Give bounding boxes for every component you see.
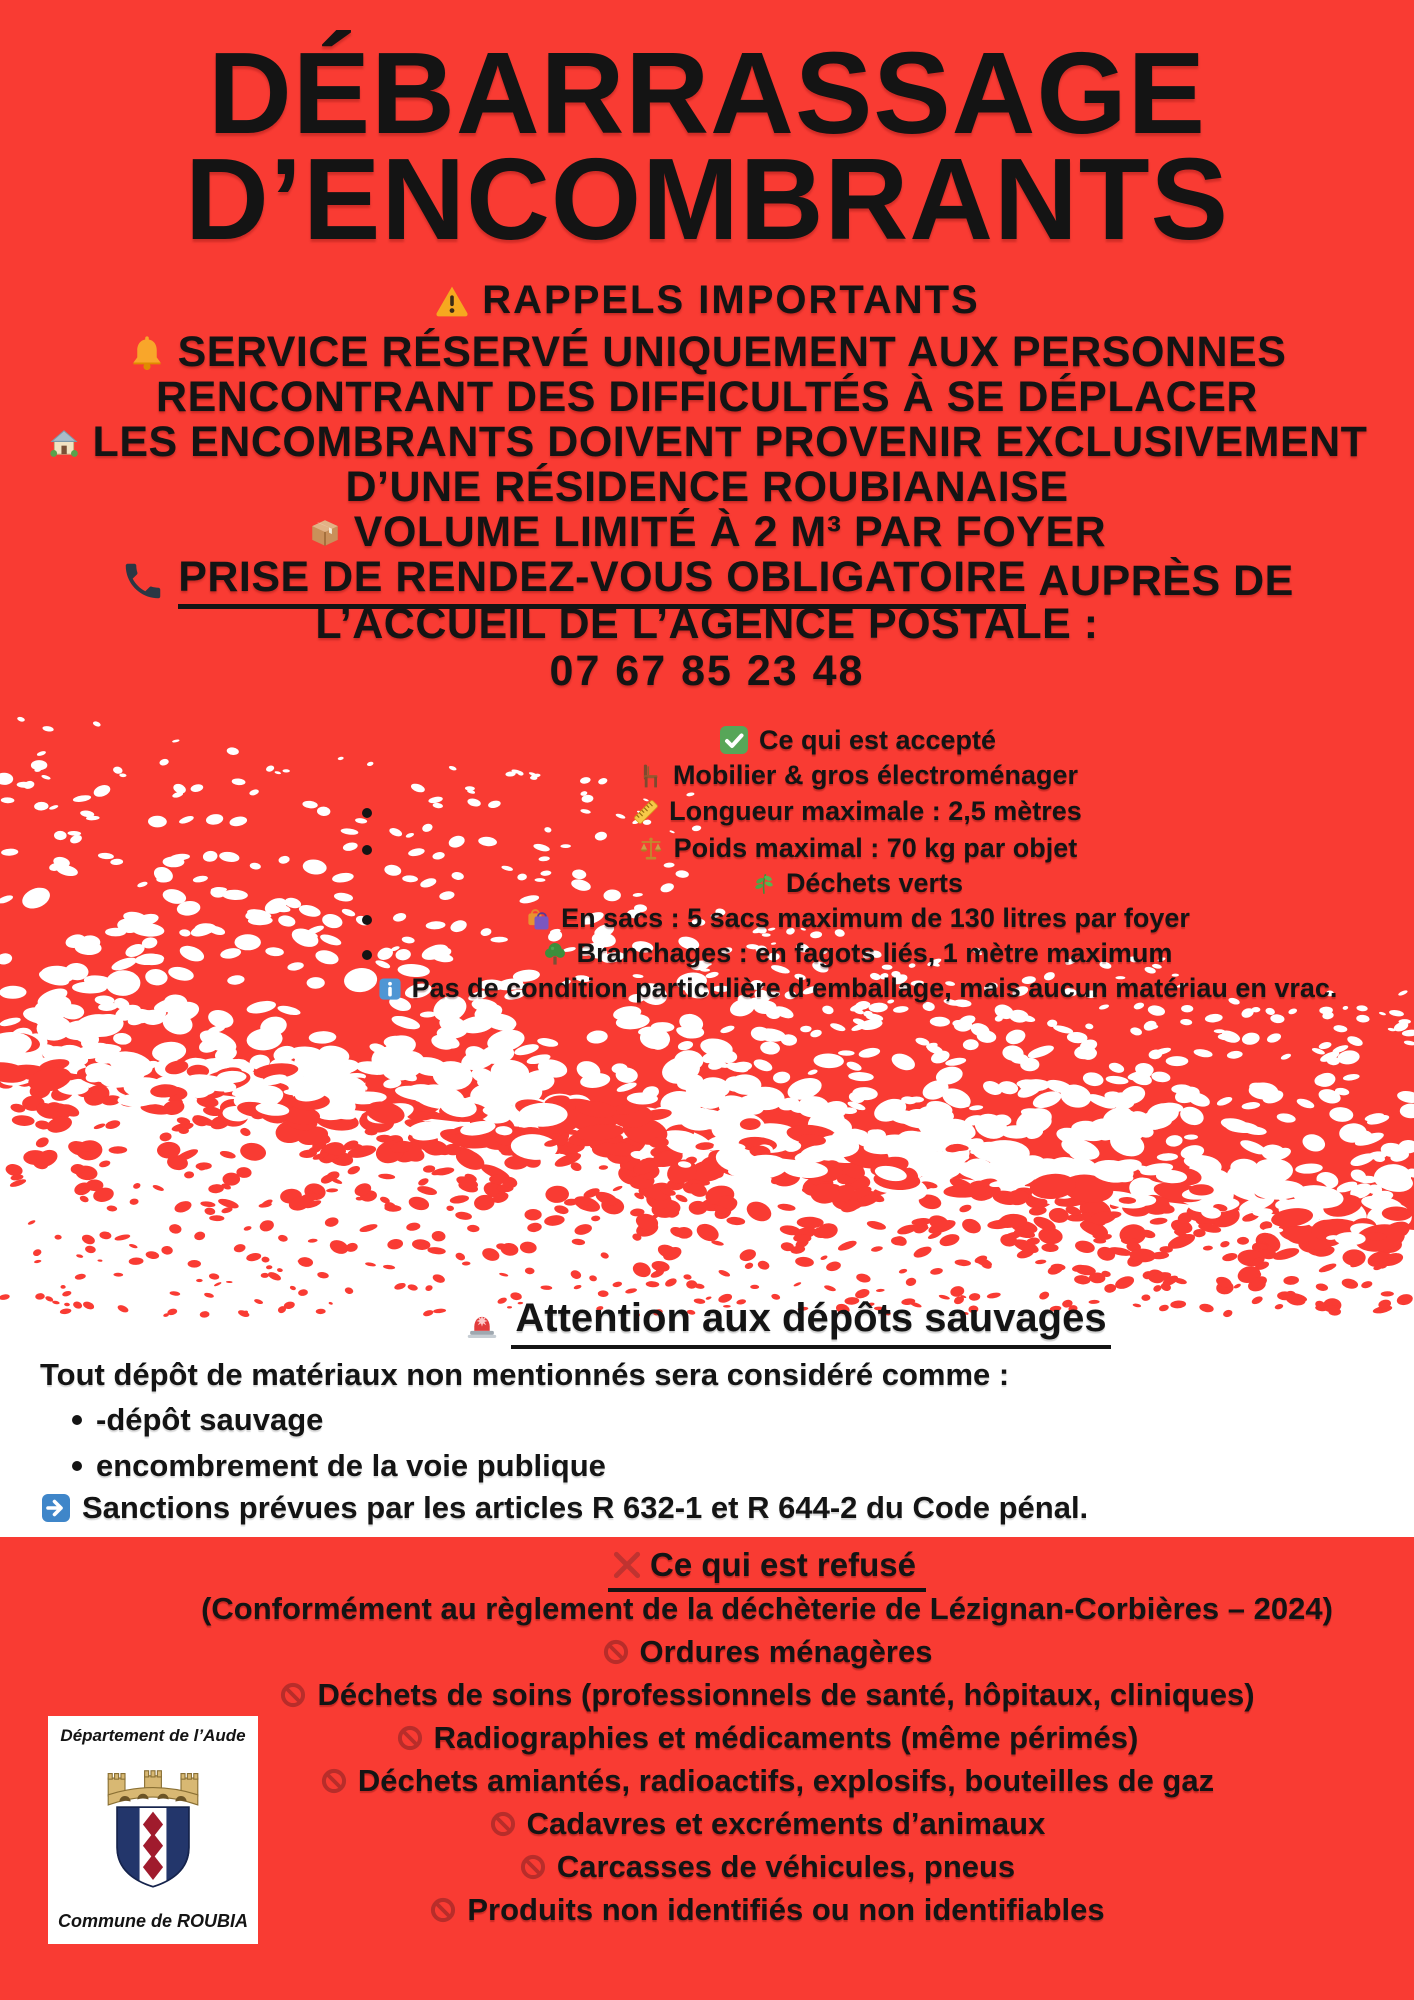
check-icon [718, 724, 750, 756]
refused-item-label: Cadavres et excréments d’animaux [526, 1806, 1046, 1841]
accepted-item-label: Mobilier & gros électroménager [672, 760, 1079, 790]
package-icon [308, 516, 342, 550]
bullet-dot [72, 1461, 82, 1471]
sanctions-label: Sanctions prévues par les articles R 632-1 et R 644-2 du Code pénal. [82, 1490, 1089, 1525]
illegal-dumping-intro: Tout dépôt de matériaux non mentionnés sera considéré comme : [40, 1357, 1010, 1392]
service-line-1-label: SERVICE RÉSERVÉ UNIQUEMENT AUX PERSONNES [177, 328, 1287, 376]
service-line-2 [0, 373, 1414, 422]
illegal-dumping-heading [160, 1296, 1414, 1349]
bell-icon [128, 334, 166, 372]
accepted-item-label: En sacs : 5 sacs maximum de 130 litres par foyer [561, 903, 1190, 933]
bullet-dot [362, 808, 372, 818]
refused-item [120, 1677, 1414, 1713]
house-icon [47, 426, 81, 460]
provenance-line-2 [0, 463, 1414, 512]
refused-item [120, 1763, 1414, 1799]
provenance-line-1-label: LES ENCOMBRANTS DOIVENT PROVENIR EXCLUSIVEMENT [92, 418, 1368, 466]
refused-item [120, 1720, 1414, 1756]
refused-item-label: Déchets de soins (professionnels de santé, hôpitaux, cliniques) [317, 1677, 1255, 1712]
phone-number-label: 07 67 85 23 48 [549, 647, 865, 695]
phone-icon [120, 558, 166, 604]
appointment-underlined-label: PRISE DE RENDEZ-VOUS OBLIGATOIRE [178, 553, 1026, 609]
commune-seal [48, 1716, 258, 1944]
volume-line [0, 508, 1414, 557]
refused-item-label: Radiographies et médicaments (même périmés) [433, 1720, 1139, 1755]
title-line-2: D’ENCOMBRANTS [184, 134, 1230, 264]
rappels-heading-label: RAPPELS IMPORTANTS [482, 278, 980, 322]
accepted-item-length [300, 796, 1414, 827]
illegal-dumping-bullet-label: encombrement de la voie publique [96, 1448, 606, 1483]
service-line-1 [0, 328, 1414, 377]
accepted-item-label: Poids maximal : 70 kg par objet [673, 833, 1078, 863]
refused-item-label: Déchets amiantés, radioactifs, explosifs, bouteilles de gaz [357, 1763, 1215, 1798]
accepted-item-weight [300, 833, 1414, 864]
seal-commune-label: Commune de ROUBIA [57, 1911, 248, 1931]
refused-subheading-label: (Conformément au règlement de la déchèterie de Lézignan-Corbières – 2024) [201, 1591, 1333, 1626]
sanctions-line [40, 1490, 1088, 1526]
appointment-line-2 [0, 600, 1414, 649]
bullet-dot [362, 950, 372, 960]
bullet-dot [72, 1415, 82, 1425]
provenance-line-1 [0, 418, 1414, 467]
accepted-item-green-waste [300, 868, 1414, 899]
prohibited-icon [320, 1767, 348, 1795]
accepted-item-packaging [300, 973, 1414, 1004]
accepted-item-label: Déchets verts [785, 868, 964, 898]
accepted-heading [300, 724, 1414, 756]
ruler-icon [632, 798, 660, 826]
refused-item-label: Carcasses de véhicules, pneus [556, 1849, 1016, 1884]
bullet-dot [362, 915, 372, 925]
prohibited-icon [519, 1853, 547, 1881]
seal-department-label: Département de l’Aude [60, 1726, 246, 1745]
accepted-heading-label: Ce qui est accepté [758, 724, 997, 755]
accepted-item-label: Pas de condition particulière d’emballage, mais aucun matériau en vrac. [411, 973, 1338, 1003]
accepted-item-branches [300, 938, 1414, 969]
illegal-dumping-bullet-1 [72, 1402, 323, 1438]
scales-icon [637, 835, 665, 863]
appointment-rest-label: AUPRÈS DE [1038, 556, 1294, 605]
chair-icon [636, 762, 664, 790]
title-line-1: DÉBARRASSAGE [207, 28, 1207, 158]
refused-item-label: Ordures ménagères [639, 1634, 933, 1669]
page-title [0, 28, 1414, 264]
refused-item-label: Produits non identifiés ou non identifiables [467, 1892, 1105, 1927]
prohibited-icon [489, 1810, 517, 1838]
refused-item [120, 1806, 1414, 1842]
warning-icon [434, 283, 470, 319]
illegal-dumping-bullet-2 [72, 1448, 606, 1484]
bullet-dot [362, 845, 372, 855]
provenance-line-2-label: D’UNE RÉSIDENCE ROUBIANAISE [345, 463, 1069, 511]
herb-icon [751, 871, 777, 897]
coat-of-arms-icon [97, 1763, 209, 1895]
siren-icon [463, 1304, 501, 1342]
prohibited-icon [279, 1681, 307, 1709]
phone-number [0, 647, 1414, 696]
accepted-item-furniture [300, 760, 1414, 791]
info-icon [377, 976, 403, 1002]
appointment-line-2-label: L’ACCUEIL DE L’AGENCE POSTALE : [315, 600, 1099, 648]
accepted-item-label: Longueur maximale : 2,5 mètres [669, 796, 1082, 826]
volume-line-label: VOLUME LIMITÉ À 2 M³ PAR FOYER [353, 508, 1107, 556]
prohibited-icon [429, 1896, 457, 1924]
tree-icon [542, 941, 568, 967]
refused-heading-label: Ce qui est refusé [650, 1546, 916, 1583]
cross-icon [610, 1548, 644, 1582]
prohibited-icon [602, 1638, 630, 1666]
rappels-heading [0, 278, 1414, 323]
prohibited-icon [396, 1724, 424, 1752]
refused-item [120, 1634, 1414, 1670]
accepted-item-label: Branchages : en fagots liés, 1 mètre maximum [576, 938, 1173, 968]
illegal-dumping-heading-label: Attention aux dépôts sauvages [511, 1296, 1110, 1349]
illegal-dumping-bullet-label: -dépôt sauvage [96, 1402, 324, 1437]
shopping-bags-icon [524, 905, 552, 933]
refused-item [120, 1849, 1414, 1885]
refused-heading [120, 1546, 1414, 1592]
arrow-right-icon [40, 1492, 72, 1524]
accepted-item-bags [300, 903, 1414, 934]
refused-subheading [120, 1591, 1414, 1627]
refused-item [120, 1892, 1414, 1928]
service-line-2-label: RENCONTRANT DES DIFFICULTÉS À SE DÉPLACER [156, 373, 1258, 421]
